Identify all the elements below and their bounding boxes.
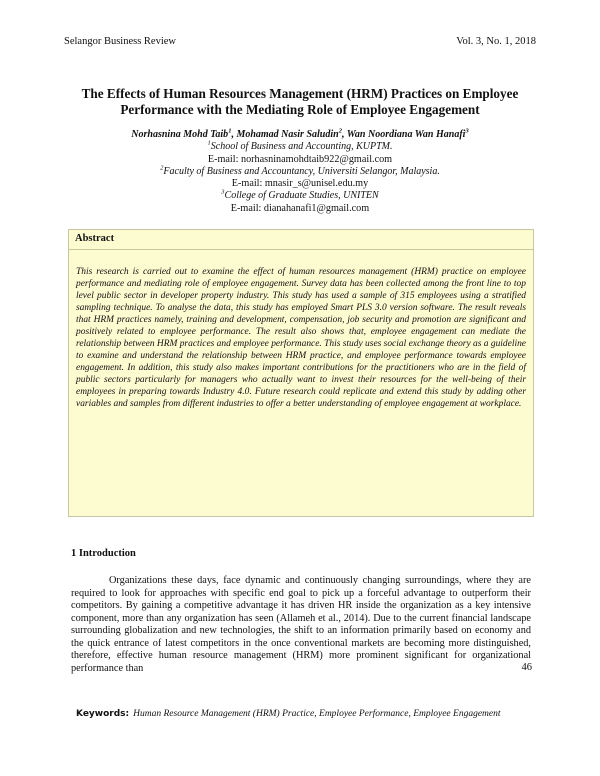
page-header (64, 36, 536, 47)
affiliation-1: $^1$School of Business and Accounting, KUPTM. (207, 139, 393, 153)
title-line-1: The Effects of Human Resources Management (HRM) Practices on Employee (81, 86, 519, 101)
journal-name: Selangor Business Review (64, 36, 176, 47)
author-block (64, 129, 536, 215)
affiliation-2: $^2$Faculty of Business and Accountancy, Universiti Selangor, Malaysia. (160, 164, 440, 177)
email-2: E-mail: mnasir_s@unisel.edu.my (231, 178, 369, 190)
author-2-sup: 2 (338, 127, 342, 135)
author-1: Norhasnina Mohd Taib (131, 129, 229, 140)
author-names: Norhasnina Mohd Taib$^1$, Mohamad Nasir Saludin$^2$, Wan Noordiana Wan Hanafi$^3$ (131, 127, 469, 140)
title-line-2: Performance with the Mediating Role of Employee Engagement (120, 102, 480, 117)
author-2: Mohamad Nasir Saludin (236, 129, 339, 140)
affiliation-3: $^3$College of Graduate Studies, UNITEN (221, 189, 379, 202)
keywords-text: Human Resource Management (HRM) Practice, Employee Performance, Employee Engagement (133, 709, 501, 719)
introduction-paragraph: Organizations these days, face dynamic and continuously changing surroundings, where they are required to look for approaches with specific end goal to pick up a forceful advantage to outperform their competitors. By gaining a competitive advantage it has driven HR inside the organization as a key intensive component, more than any organization has seen (Allameh et al., 2014). Due to the current financial landscape surrounding globalization and new technologies, the shift to an information primarily based on economy and the quick entrance of latest competitors in the once conventional markets are becoming more distinguished, therefore, effective human resource management (HRM) more prominent significant for organizational performance than (71, 575, 531, 674)
abstract-heading: Abstract (69, 230, 533, 250)
page-number: 46 (521, 662, 532, 673)
abstract-text: This research is carried out to examine the effect of human resources management (HRM) practice on employee performance and mediating role of employee engagement. Survey data has been collected among the front line to top level public sector in developer property industry. This study has used a sample of 315 employees using a stratified sampling technique. To analyse the data, this study has employed Smart PLS 3.0 version software. The result reveals that HRM practices namely, training and development, compensation, job security and promotion are significant and positively related to employee performance. The result also shows that, employee engagement can mediate the relationship between HRM practices and employee performance. This study uses social exchange theory as a guideline to examine and understand the relationship between HRM practice, and employee performance towards employee engagement. In addition, this study also makes important contributions for the practitioners who are in the field of public sectors particularly for managers who actually want to invest their resources for the well-being of their employees in preparing towards Industry 4.0. Future research could replicate and extend this study by adding other variables and samples from different industries to offer a better understanding of employee engagement at workplace. (76, 267, 526, 409)
paper-title (64, 86, 536, 118)
author-1-sup: 1 (228, 127, 232, 135)
section-heading-introduction: 1 Introduction (71, 548, 136, 559)
keywords-label: Keywords: (76, 709, 130, 719)
email-1: E-mail: norhasninamohdtaib922@gmail.com (207, 153, 393, 165)
keywords-row (76, 708, 503, 720)
author-3-sup: 3 (465, 127, 469, 135)
email-3: E-mail: dianahanafi1@gmail.com (230, 202, 370, 214)
volume-info: Vol. 3, No. 1, 2018 (456, 36, 536, 47)
author-3: Wan Noordiana Wan Hanafi (346, 129, 466, 140)
